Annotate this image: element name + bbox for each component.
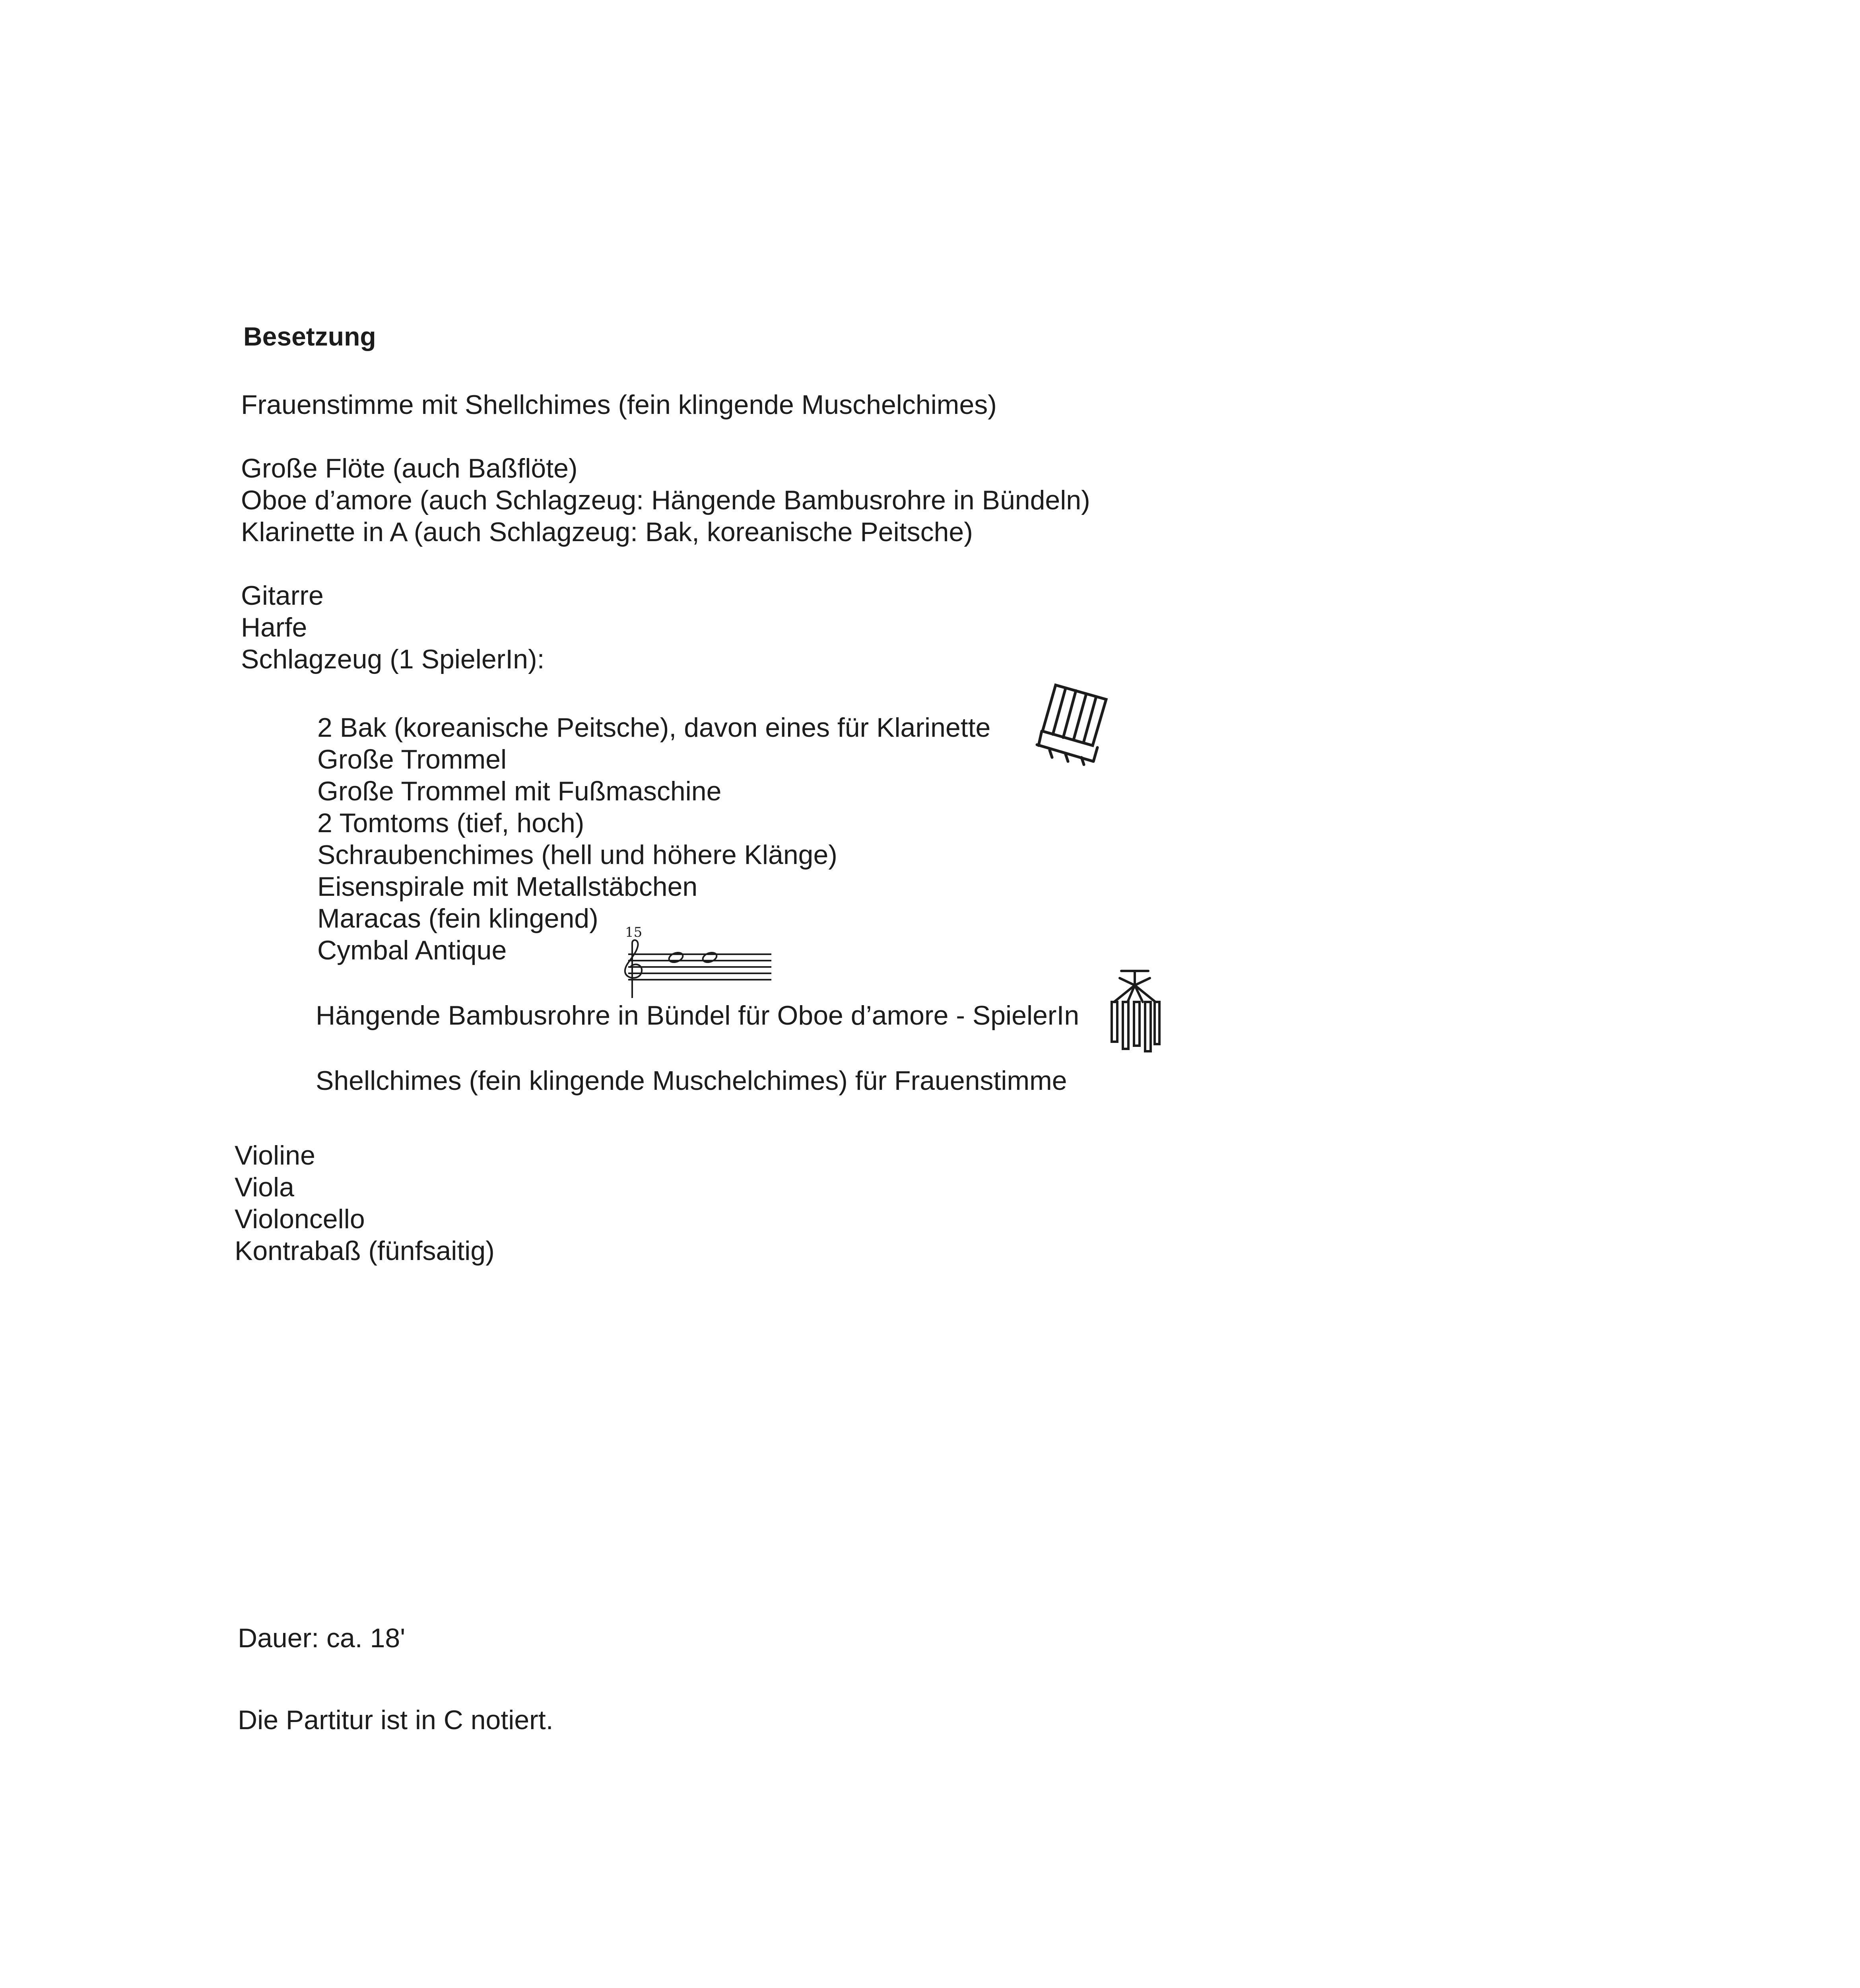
duration-line: Dauer: ca. 18': [238, 1623, 406, 1653]
notation-note: Die Partitur ist in C notiert.: [238, 1705, 553, 1735]
percussion-item-shellchimes: Shellchimes (fein klingende Muschelchimes) für Frauenstimme: [316, 1066, 1067, 1096]
staff-notation-icon: [616, 922, 775, 1002]
percussion-item-cymbal-antique: Cymbal Antique: [317, 935, 507, 965]
plucked-item-guitar: Gitarre: [241, 580, 324, 611]
string-item-cello: Violoncello: [235, 1204, 365, 1234]
voice-line: Frauenstimme mit Shellchimes (fein klingende Muschelchimes): [241, 390, 997, 420]
plucked-item-harp: Harfe: [241, 612, 307, 643]
percussion-item-screw-chimes: Schraubenchimes (hell und höhere Klänge): [317, 840, 837, 870]
wind-item-oboe: Oboe d’amore (auch Schlagzeug: Hängende Bambusrohre in Bündeln): [241, 485, 1090, 515]
page-heading: Besetzung: [243, 322, 376, 351]
string-item-double-bass: Kontrabaß (fünfsaitig): [235, 1236, 495, 1266]
string-item-viola: Viola: [235, 1172, 294, 1202]
percussion-item-bass-drum: Große Trommel: [317, 744, 507, 775]
string-item-violin: Violine: [235, 1140, 315, 1171]
percussion-item-bak: 2 Bak (koreanische Peitsche), davon eines für Klarinette: [317, 712, 991, 743]
percussion-item-maracas: Maracas (fein klingend): [317, 903, 598, 934]
percussion-item-bass-drum-pedal: Große Trommel mit Fußmaschine: [317, 776, 722, 806]
percussion-item-bamboo: Hängende Bambusrohre in Bündel für Oboe d’amore - SpielerIn: [316, 1000, 1079, 1031]
percussion-item-iron-spiral: Eisenspirale mit Metallstäbchen: [317, 872, 698, 902]
wind-item-flute: Große Flöte (auch Baßflöte): [241, 453, 578, 483]
bamboo-chimes-icon: [1105, 966, 1161, 1054]
staff-mark: 15: [625, 924, 643, 940]
percussion-title: Schlagzeug (1 SpielerIn):: [241, 644, 545, 674]
percussion-item-tomtoms: 2 Tomtoms (tief, hoch): [317, 808, 584, 838]
wind-item-clarinet: Klarinette in A (auch Schlagzeug: Bak, koreanische Peitsche): [241, 517, 973, 547]
bak-whip-icon: [1034, 682, 1125, 769]
